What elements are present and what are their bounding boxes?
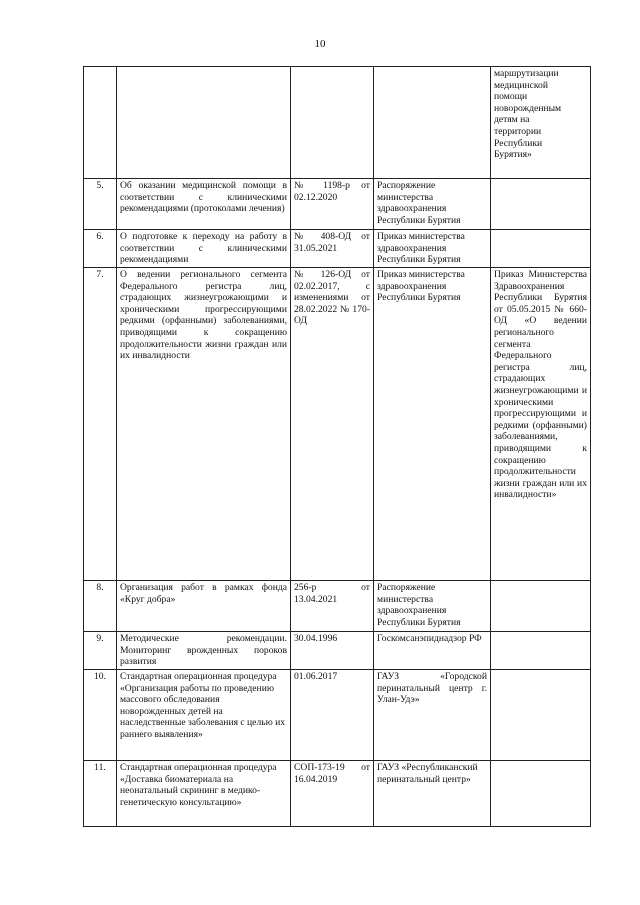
table-row <box>84 230 591 268</box>
row-note <box>491 230 591 268</box>
row-document-number: № 126-ОД от 02.02.2017, с изменениями от 28.02.2022 № 170-ОД <box>291 268 374 581</box>
row-number: 11. <box>84 761 117 827</box>
row-issuer: Распоряжение министерства здравоохранения Республики Бурятия <box>374 581 491 632</box>
row-title: О ведении регионального сегмента Федерального регистра лиц, страдающих жизнеугрожающими и хроническими прогрессирующими редкими (орфанными) заболеваниями, приводящими к сокращению продолжительности жизни граждан или их инвалидности <box>117 268 291 581</box>
row-number: 5. <box>84 179 117 230</box>
row-issuer: Распоряжение министерства здравоохранения Республики Бурятия <box>374 179 491 230</box>
table-row <box>84 179 591 230</box>
row-note <box>491 632 591 670</box>
row-issuer <box>374 67 491 179</box>
row-issuer: ГАУЗ «Республиканский перинатальный центр» <box>374 761 491 827</box>
table-row <box>84 67 591 179</box>
row-number: 9. <box>84 632 117 670</box>
row-title <box>117 67 291 179</box>
row-title: Об оказании медицинской помощи в соответствии с клиническими рекомендациями (протоколами лечения) <box>117 179 291 230</box>
row-issuer: Приказ министерства здравоохранения Республики Бурятия <box>374 268 491 581</box>
row-document-number: 256-р от 13.04.2021 <box>291 581 374 632</box>
row-number: 8. <box>84 581 117 632</box>
row-title: О подготовке к переходу на работу в соответствии с клиническими рекомендациями <box>117 230 291 268</box>
row-issuer: ГАУЗ «Городской перинатальный центр г. Улан-Удэ» <box>374 670 491 761</box>
row-number: 6. <box>84 230 117 268</box>
row-document-number: № 408-ОД от 31.05.2021 <box>291 230 374 268</box>
row-document-number: СОП-173-19 от 16.04.2019 <box>291 761 374 827</box>
row-title: Организация работ в рамках фонда «Круг добра» <box>117 581 291 632</box>
row-title: Стандартная операционная процедура «Доставка биоматериала на неонатальный скрининг в медико-генетическую консультацию» <box>117 761 291 827</box>
row-number: 7. <box>84 268 117 581</box>
row-number <box>84 67 117 179</box>
row-issuer: Госкомсанэпиднадзор РФ <box>374 632 491 670</box>
row-title: Стандартная операционная процедура «Организация работы по проведению массового обследования новорожденных детей на наследственные заболевания с целью их раннего выявления» <box>117 670 291 761</box>
row-note <box>491 761 591 827</box>
table-row <box>84 632 591 670</box>
row-document-number <box>291 67 374 179</box>
row-note: маршрутизации медицинской помощи новорожденным детям на территории Республики Бурятия» <box>491 67 591 179</box>
documents-table <box>83 66 591 827</box>
row-note <box>491 179 591 230</box>
row-document-number: № 1198-р от 02.12.2020 <box>291 179 374 230</box>
table-row <box>84 268 591 581</box>
row-title: Методические рекомендации. Мониторинг врожденных пороков развития <box>117 632 291 670</box>
row-note <box>491 581 591 632</box>
row-note <box>491 670 591 761</box>
row-document-number: 30.04.1996 <box>291 632 374 670</box>
row-number: 10. <box>84 670 117 761</box>
row-note: Приказ Министерства Здравоохранения Республики Бурятия от 05.05.2015 № 660-ОД «О ведении регионального сегмента Федерального регистра лиц, страдающих жизнеугрожающими и хроническими прогрессирующими и редкими (орфанными) заболеваниями, приводящими к сокращению продолжительности жизни граждан или их инвалидности» <box>491 268 591 581</box>
table-row <box>84 581 591 632</box>
row-issuer: Приказ министерства здравоохранения Республики Бурятия <box>374 230 491 268</box>
table-row <box>84 761 591 827</box>
table-row <box>84 670 591 761</box>
row-document-number: 01.06.2017 <box>291 670 374 761</box>
page-number: 10 <box>314 38 326 50</box>
